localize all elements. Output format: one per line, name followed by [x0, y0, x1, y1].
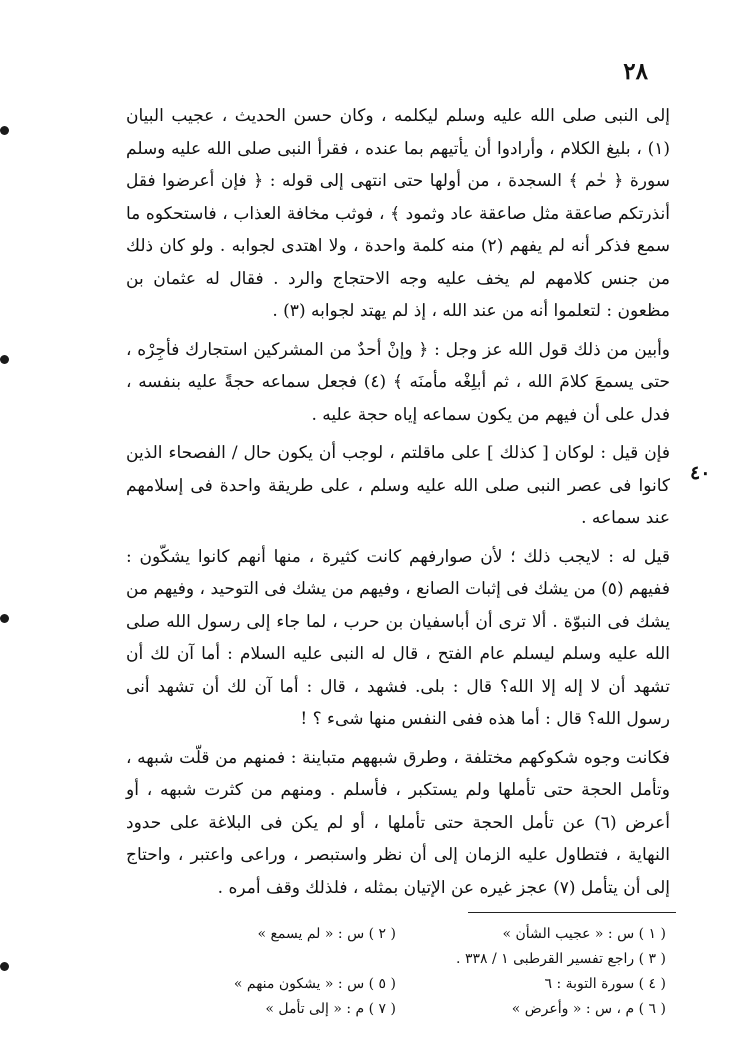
paragraph: فإن قيل : لوكان [ كذلك ] على ماقلتم ، لوجب أن يكون حال / الفصحاء الذين كانوا فى عصر النبى صلى الله عليه وسلم ، على طريقة واحدة فى إسلامهم عند سماعه .	[126, 443, 670, 528]
footnote-row	[150, 947, 666, 972]
footnote-row	[150, 922, 666, 947]
footnote	[150, 947, 396, 972]
footnote: ( ٧ ) م : « إلى تأمل »	[265, 1001, 396, 1017]
footnote: ( ٢ ) س : « لم يسمع »	[257, 926, 396, 942]
binding-hole-mark	[0, 962, 9, 971]
paragraph: فكانت وجوه شكوكهم مختلفة ، وطرق شبههم متباينة : فمنهم من قلّت شبهه ، وتأمل الحجة حتى تأملها ولم يستكبر ، فأسلم . ومنهم من كثرت شبهه ، أو أعرض (٦) عن تأمل الحجة حتى تأملها ، أو لم يكن فى البلاغة على حدود النهاية ، فتطاول عليه الزمان إلى أن نظر واستبصر ، وراعى واعتبر ، واحتاج إلى أن يتأمل (٧) عجز غيره عن الإتيان بمثله ، فلذلك وقف أمره .	[126, 747, 670, 898]
footnote-row	[150, 997, 666, 1022]
paragraph: إلى النبى صلى الله عليه وسلم ليكلمه ، وكان حسن الحديث ، عجيب البيان (١) ، بليغ الكلام ، وأرادوا أن يأتيهم بما عنده ، فقرأ النبى صلى الله عليه وسلم سورة ﴿ حٰم ﴾ السجدة ، من أولها حتى انتهى إلى قوله : ﴿ فإن أعرضوا فقل أنذرتكم صاعقة مثل صاعقة عاد وثمود ﴾ ، فوثب مخافة العذاب ، فاستحكوه ما سمع فذكر أنه لم يفهم (٢) منه كلمة واحدة ، ولا اهتدى لجوابه . ولو كان ذلك من جنس كلامهم لم يخف عليه وجه الاحتجاج والرد . فقال له عثمان بن مظعون : لتعلموا أنه من عند الله ، إذ لم يهتد لجوابه (٣) .	[126, 106, 670, 321]
margin-marker: ٤٠	[690, 462, 711, 484]
footnote: ( ٦ ) م ، س : « وأعرض »	[511, 1001, 666, 1017]
footnote: ( ٥ ) س : « يشكون منهم »	[233, 976, 396, 992]
footnotes	[150, 922, 666, 1022]
binding-hole-mark	[0, 126, 9, 135]
main-text	[126, 100, 670, 904]
footnote: ( ١ ) س : « عجيب الشأن »	[502, 926, 666, 942]
footnote: ( ٤ ) سورة التوبة : ٦	[544, 976, 666, 992]
footnote-divider	[468, 912, 676, 913]
binding-hole-mark	[0, 355, 9, 364]
paragraph: وأبين من ذلك قول الله عز وجل : ﴿ وإنْ أحدٌ من المشركين استجارك فأجِرْه ، حتى يسمعَ كلامَ الله ، ثم أبلِغْه مأمنَه ﴾ (٤) فجعل سماعه حجةً عليه بنفسه ، فدل على أن فيهم من يكون سماعه إياه حجة عليه .	[126, 339, 670, 425]
footnote: ( ٣ ) راجع تفسير القرطبى ١ / ٣٣٨ .	[456, 951, 666, 967]
footnote-row	[150, 972, 666, 997]
binding-hole-mark	[0, 614, 9, 623]
page-number: ٢٨	[623, 58, 648, 85]
paragraph: قيل له : لايجب ذلك ؛ لأن صوارفهم كانت كثيرة ، منها أنهم كانوا يشكّون : ففيهم (٥) من يشك فى إثبات الصانع ، وفيهم من يشك فى التوحيد ، وفيهم من يشك فى النبوّة . ألا ترى أن أباسفيان بن حرب ، لما جاء إلى رسول الله صلى الله عليه وسلم ليسلم عام الفتح ، قال له النبى عليه السلام : أما آن لك أن تشهد أن لا إله إلا الله؟ قال : بلى. فشهد ، قال : أما آن لك أن تشهد أنى رسول الله؟ قال : أما هذه ففى النفس منها شىء ؟ !	[126, 546, 671, 729]
